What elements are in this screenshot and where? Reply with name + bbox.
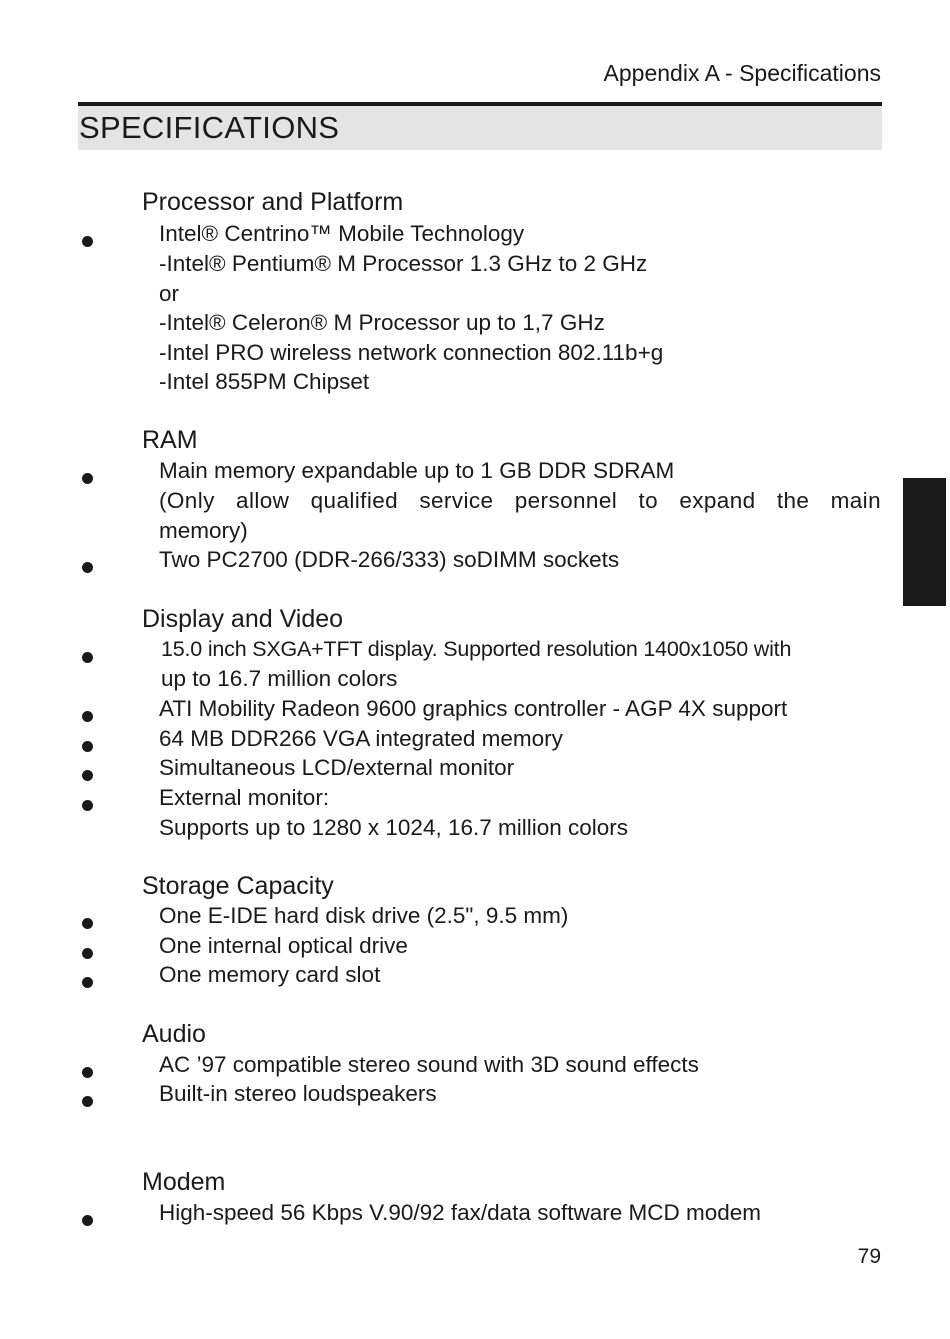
chapter-thumb-tab bbox=[903, 478, 946, 606]
spec-line: up to 16.7 million colors bbox=[161, 666, 398, 691]
bullet-icon bbox=[82, 236, 93, 247]
bullet-icon bbox=[82, 1067, 93, 1078]
section-heading-ram: RAM bbox=[142, 426, 198, 454]
spec-line: -Intel® Pentium® M Processor 1.3 GHz to 2 GHz bbox=[159, 251, 648, 276]
bullet-icon bbox=[82, 918, 93, 929]
spec-line: memory) bbox=[159, 518, 248, 543]
section-heading-display: Display and Video bbox=[142, 605, 344, 633]
bullet-icon bbox=[82, 1215, 93, 1226]
bullet-icon bbox=[82, 800, 93, 811]
section-heading-storage: Storage Capacity bbox=[142, 872, 334, 900]
spec-line: (Only allow qualified service personnel to expand the main bbox=[159, 488, 881, 513]
running-header: Appendix A - Specifications bbox=[603, 60, 881, 86]
bullet-icon bbox=[82, 948, 93, 959]
page-number: 79 bbox=[857, 1245, 881, 1268]
spec-line: -Intel 855PM Chipset bbox=[159, 369, 370, 394]
spec-line: 15.0 inch SXGA+TFT display. Supported resolution 1400x1050 with bbox=[161, 637, 792, 661]
section-heading-modem: Modem bbox=[142, 1168, 226, 1196]
bullet-icon bbox=[82, 770, 93, 781]
spec-line: Simultaneous LCD/external monitor bbox=[159, 755, 515, 780]
spec-line: One E-IDE hard disk drive (2.5", 9.5 mm) bbox=[159, 903, 569, 928]
spec-line: -Intel® Celeron® M Processor up to 1,7 GHz bbox=[159, 310, 605, 335]
spec-line: Intel® Centrino™ Mobile Technology bbox=[159, 221, 525, 246]
spec-line: Built-in stereo loudspeakers bbox=[159, 1081, 437, 1106]
spec-line: ATI Mobility Radeon 9600 graphics controller - AGP 4X support bbox=[159, 696, 788, 721]
spec-line: AC ’97 compatible stereo sound with 3D sound effects bbox=[159, 1052, 699, 1077]
bullet-icon bbox=[82, 652, 93, 663]
bullet-icon bbox=[82, 473, 93, 484]
spec-line: High-speed 56 Kbps V.90/92 fax/data software MCD modem bbox=[159, 1200, 761, 1225]
bullet-icon bbox=[82, 977, 93, 988]
bullet-icon bbox=[82, 562, 93, 573]
bullet-icon bbox=[82, 711, 93, 722]
section-heading-processor: Processor and Platform bbox=[142, 188, 404, 216]
spec-line: 64 MB DDR266 VGA integrated memory bbox=[159, 726, 563, 751]
spec-line: One internal optical drive bbox=[159, 933, 408, 958]
spec-line: External monitor: bbox=[159, 785, 330, 810]
page-title: SPECIFICATIONS bbox=[79, 110, 340, 145]
spec-line: Two PC2700 (DDR-266/333) soDIMM sockets bbox=[159, 547, 620, 572]
title-band bbox=[78, 102, 882, 150]
spec-line: Supports up to 1280 x 1024, 16.7 million colors bbox=[159, 815, 629, 840]
section-heading-audio: Audio bbox=[142, 1020, 206, 1048]
spec-line: One memory card slot bbox=[159, 962, 381, 987]
spec-line: Main memory expandable up to 1 GB DDR SDRAM bbox=[159, 458, 675, 483]
bullet-icon bbox=[82, 1096, 93, 1107]
bullet-icon bbox=[82, 741, 93, 752]
spec-line: or bbox=[159, 281, 180, 306]
spec-line: -Intel PRO wireless network connection 802.11b+g bbox=[159, 340, 664, 365]
